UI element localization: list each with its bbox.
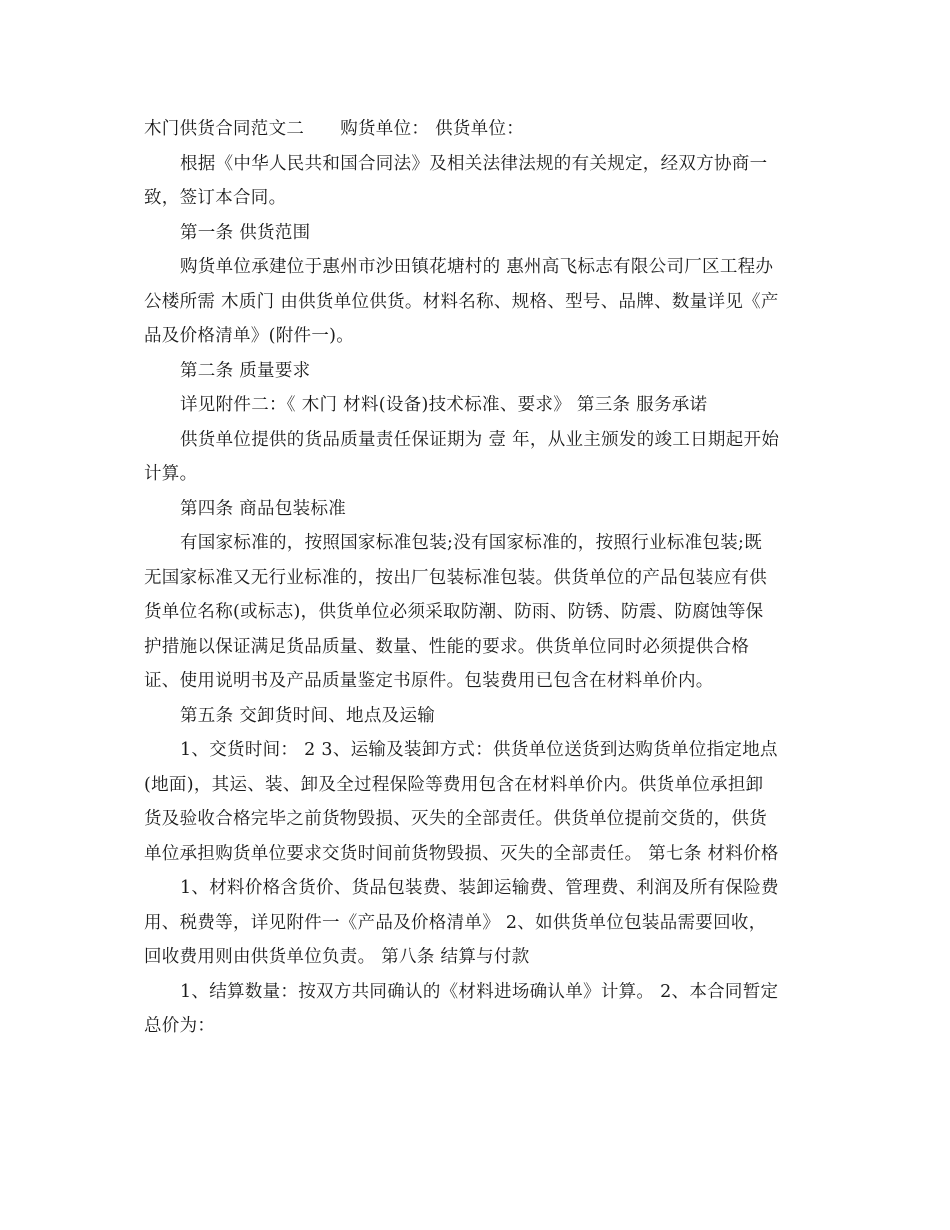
paragraph-line: 根据《中华人民共和国合同法》及相关法律法规的有关规定，经双方协商一: [180, 153, 768, 174]
paragraph-line: 第五条 交卸货时间、地点及运输: [180, 705, 436, 726]
paragraph-line: 证、使用说明书及产品质量鉴定书原件。包装费用已包含在材料单价内。: [144, 671, 714, 691]
paragraph-line: 货及验收合格完毕之前货物毁损、灭失的全部责任。供货单位提前交货的，供货: [144, 809, 767, 829]
document-title: 木门供货合同范文二: [144, 119, 305, 139]
paragraph-line: 总价为：: [144, 1016, 216, 1036]
document-header: [144, 112, 824, 147]
paragraph: [144, 526, 824, 699]
paragraph-line: 计算。: [144, 464, 198, 484]
paragraph: [144, 699, 824, 734]
contract-document: [144, 112, 824, 1044]
paragraph: [144, 871, 824, 975]
paragraph-line: 1、材料价格含货价、货品包装费、装卸运输费、管理费、利润及所有保险费: [180, 878, 779, 898]
paragraph-line: 无国家标准又无行业标准的，按出厂包装标准包装。供货单位的产品包装应有供: [144, 567, 767, 588]
paragraph: [144, 216, 824, 251]
paragraph-line: 1、交货时间： 2 3、运输及装卸方式：供货单位送货到达购货单位指定地点: [180, 740, 778, 760]
paragraph-line: 第一条 供货范围: [180, 222, 311, 243]
paragraph-line: 品及价格清单》(附件一)。: [144, 326, 355, 346]
paragraph-line: 货单位名称(或标志)，供货单位必须采取防潮、防雨、防锈、防震、防腐蚀等保: [144, 602, 764, 622]
paragraph-line: 回收费用则由供货单位负责。 第八条 结算与付款: [144, 947, 530, 967]
paragraph-line: 购货单位承建位于惠州市沙田镇花塘村的 惠州高飞标志有限公司厂区工程办: [180, 257, 774, 277]
paragraph-line: 公楼所需 木质门 由供货单位供货。材料名称、规格、型号、品牌、数量详见《产: [144, 291, 779, 312]
paragraph: [144, 975, 824, 1044]
paragraph-line: 第四条 商品包装标准: [180, 498, 347, 519]
paragraph: [144, 423, 824, 492]
paragraph: [144, 733, 824, 871]
paragraph-line: 致，签订本合同。: [144, 188, 287, 208]
supplier-label: 供货单位：: [435, 119, 525, 139]
document-body: [144, 147, 824, 1044]
paragraph-line: 供货单位提供的货品质量责任保证期为 壹 年，从业主颁发的竣工日期起开始: [180, 429, 780, 450]
paragraph: [144, 250, 824, 354]
paragraph: [144, 147, 824, 216]
paragraph-line: 有国家标准的，按照国家标准包装;没有国家标准的，按照行业标准包装;既: [180, 533, 762, 553]
paragraph: [144, 492, 824, 527]
buyer-label: 购货单位：: [340, 119, 430, 139]
paragraph-line: 单位承担购货单位要求交货时间前货物毁损、灭失的全部责任。 第七条 材料价格: [144, 843, 779, 864]
paragraph: [144, 388, 824, 423]
paragraph-line: 第二条 质量要求: [180, 360, 311, 381]
paragraph-line: (地面)，其运、装、卸及全过程保险等费用包含在材料单价内。供货单位承担卸: [144, 774, 764, 795]
paragraph-line: 护措施以保证满足货品质量、数量、性能的要求。供货单位同时必须提供合格: [144, 636, 750, 657]
paragraph-line: 用、税费等，详见附件一《产品及价格清单》 2、如供货单位包装品需要回收，: [144, 912, 767, 933]
paragraph: [144, 354, 824, 389]
paragraph-line: 1、结算数量：按双方共同确认的《材料进场确认单》计算。 2、本合同暂定: [180, 981, 779, 1002]
paragraph-line: 详见附件二：《 木门 材料(设备)技术标准、要求》 第三条 服务承诺: [180, 395, 708, 415]
